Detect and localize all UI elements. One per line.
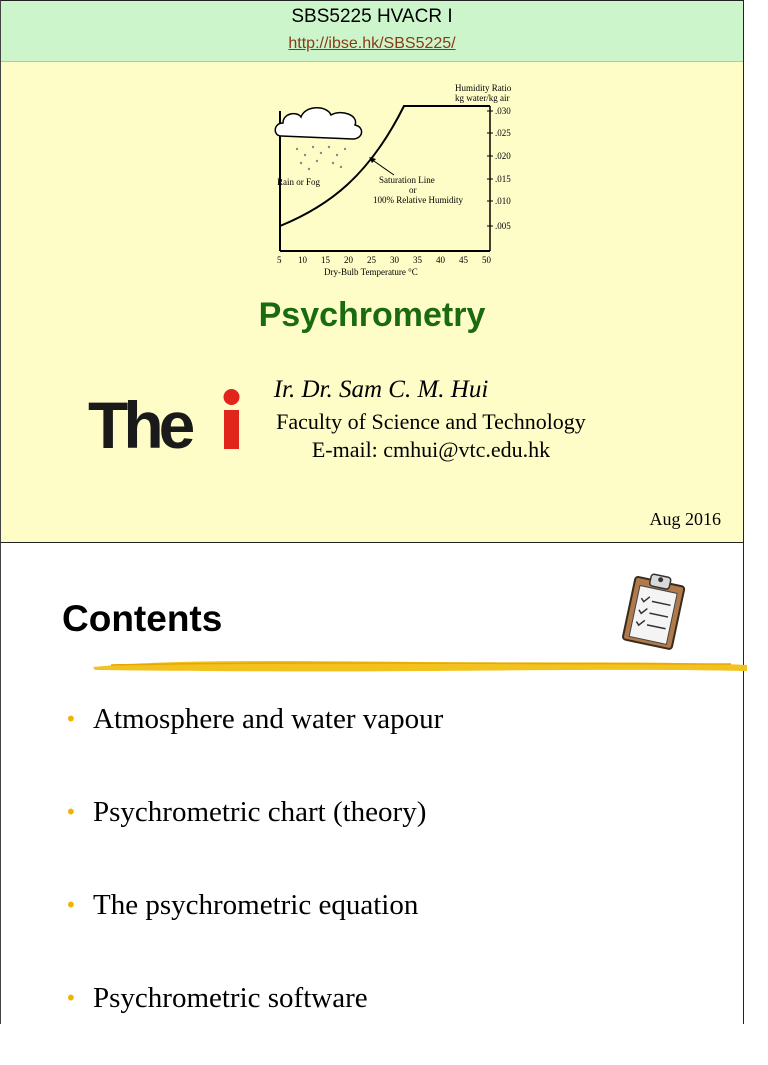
clipboard-checklist-icon: [617, 571, 691, 651]
x-tick: 20: [344, 255, 353, 265]
y-tick: .020: [495, 151, 511, 161]
list-item: [63, 879, 443, 972]
list-item-text: The psychrometric equation: [93, 889, 419, 921]
thei-logo: [88, 386, 248, 456]
y-tick: .015: [495, 174, 511, 184]
chart-label-sat-3: 100% Relative Humidity: [373, 195, 463, 205]
x-tick: 40: [436, 255, 445, 265]
list-item: [63, 972, 443, 1065]
logo-text: The: [88, 388, 191, 456]
x-tick: 5: [277, 255, 282, 265]
slide-header: [1, 1, 743, 62]
contents-slide: [0, 543, 744, 1024]
slide-date: Aug 2016: [649, 509, 721, 529]
course-link[interactable]: http://ibse.hk/SBS5225/: [288, 35, 456, 52]
bullet-icon: •: [65, 986, 77, 1010]
bullet-icon: •: [65, 707, 77, 731]
list-item-text: Atmosphere and water vapour: [93, 703, 444, 735]
title-underline-brush: [91, 653, 751, 677]
chart-label-rain: Rain or Fog: [277, 177, 321, 187]
x-tick: 50: [482, 255, 491, 265]
chart-label-sat-1: Saturation Line: [379, 175, 435, 185]
list-item: [63, 786, 443, 879]
y-tick: .005: [495, 221, 511, 231]
chart-label-sat-2: or: [409, 185, 417, 195]
y-tick: .030: [495, 106, 511, 116]
page-title: Psychrometry: [258, 296, 486, 334]
list-item: [63, 693, 443, 786]
x-tick: 25: [367, 255, 376, 265]
author-faculty: Faculty of Science and Technology: [276, 409, 586, 434]
x-tick: 10: [298, 255, 307, 265]
chart-xlabel: Dry-Bulb Temperature °C: [324, 267, 418, 277]
contents-list: [63, 693, 443, 1065]
x-tick: 15: [321, 255, 330, 265]
x-tick: 30: [390, 255, 399, 265]
author-name: Ir. Dr. Sam C. M. Hui: [273, 376, 489, 403]
x-tick: 35: [413, 255, 422, 265]
rain-cloud-icon: [275, 108, 361, 170]
y-tick: .010: [495, 196, 511, 206]
title-slide: [0, 0, 744, 543]
y-tick: .025: [495, 128, 511, 138]
x-tick: 45: [459, 255, 468, 265]
author-email: E-mail: cmhui@vtc.edu.hk: [311, 437, 551, 462]
contents-title: Contents: [62, 598, 223, 639]
list-item-text: Psychrometric software: [93, 982, 368, 1014]
course-title: SBS5225 HVACR I: [291, 6, 453, 27]
chart-ylabel-1: Humidity Ratio: [455, 83, 512, 93]
bullet-icon: •: [65, 893, 77, 917]
chart-ylabel-2: kg water/kg air: [455, 93, 510, 103]
bullet-icon: •: [65, 800, 77, 824]
list-item-text: Psychrometric chart (theory): [93, 796, 427, 828]
psychrometric-sketch: [269, 81, 539, 281]
